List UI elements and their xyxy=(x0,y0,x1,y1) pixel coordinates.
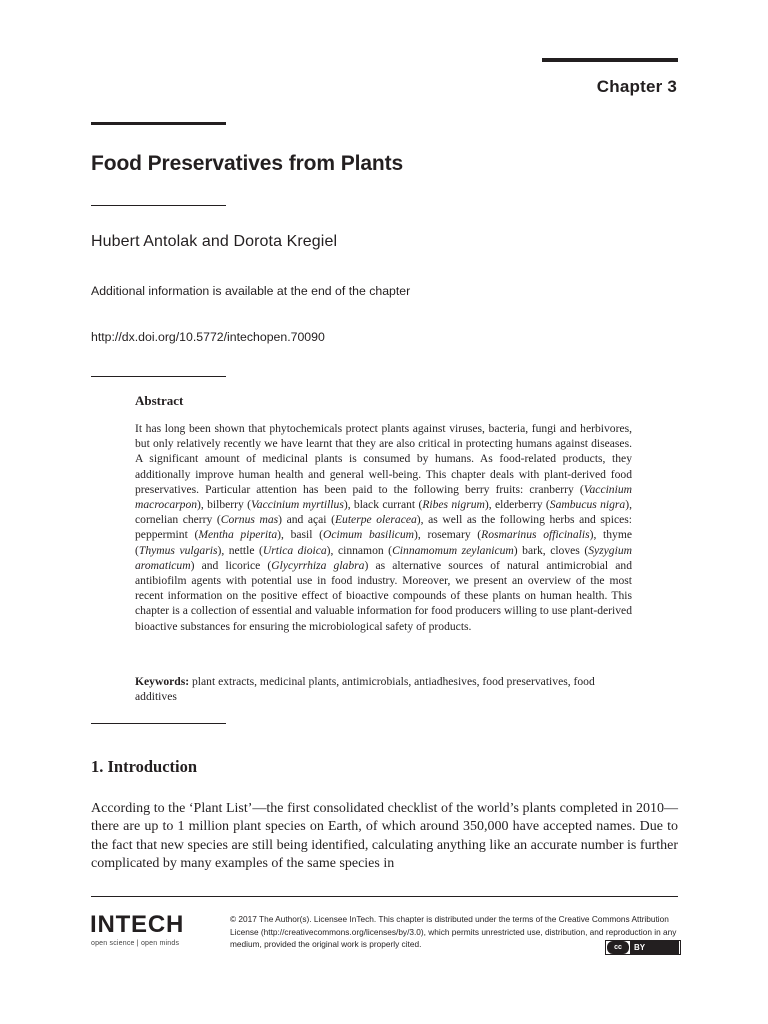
footer-rule xyxy=(91,896,678,897)
chapter-label: Chapter 3 xyxy=(596,77,677,96)
abstract-text: It has long been shown that phytochemicals protect plants against viruses, bacteria, fungi and herbivores, but only relatively recently we have learnt that they are also critical in protecting humans against diseases. A significant amount of medicinal plants is consumed by humans. As food-related products, they additionally improve human health and general well-being. This chapter deals with plant-derived food preservatives. Particular attention has been paid to the following berry fruits: cranberry ( xyxy=(135,422,632,496)
species-name: Ribes nigrum xyxy=(422,498,485,512)
additional-info-note: Additional information is available at the end of the chapter xyxy=(91,284,411,298)
cc-by-badge[interactable] xyxy=(605,940,681,955)
abstract-text: ) and açai ( xyxy=(278,513,335,527)
species-name: Ocimum basilicum xyxy=(323,528,415,542)
species-name: Rosmarinus officinalis xyxy=(481,528,590,542)
license-notice: © 2017 The Author(s). Licensee InTech. This chapter is distributed under the terms of the Creative Commons Attribution License (http://creativecommons.org/licenses/by/3.0), which permits unrestricted use, distribution, and reproduction in any medium, provided the original work is properly cited. xyxy=(230,914,677,950)
abstract-text: ), bilberry ( xyxy=(197,498,251,512)
abstract-text: ) bark, cloves ( xyxy=(513,543,589,557)
doi-link[interactable]: http://dx.doi.org/10.5772/intechopen.70090 xyxy=(91,330,325,344)
keywords xyxy=(135,675,632,704)
abstract-text: ) and licorice ( xyxy=(190,558,272,572)
page-title: Food Preservatives from Plants xyxy=(91,152,404,175)
species-name: Cornus mas xyxy=(220,513,279,527)
species-name: Sambucus nigra xyxy=(549,498,626,512)
species-name: Cinnamomum zeylanicum xyxy=(392,543,514,557)
species-name: Urtica dioica xyxy=(262,543,327,557)
species-name: Vaccinium myrtillus xyxy=(251,498,344,512)
keywords-list: plant extracts, medicinal plants, antimicrobials, antiadhesives, food preservatives, food additives xyxy=(135,675,595,703)
species-name: Thymus vulgaris xyxy=(138,543,218,557)
title-top-rule xyxy=(91,122,226,125)
abstract-text: ), rosemary ( xyxy=(414,528,482,542)
authors: Hubert Antolak and Dorota Kregiel xyxy=(91,233,338,250)
abstract-body xyxy=(135,421,632,634)
species-name: Syzygium aromaticum xyxy=(135,543,632,572)
species-name: Mentha piperita xyxy=(198,528,278,542)
abstract-text: ), thyme ( xyxy=(135,528,632,557)
section-heading-introduction: 1. Introduction xyxy=(91,757,198,776)
abstract-text: ), nettle ( xyxy=(217,543,263,557)
abstract-text: ), basil ( xyxy=(277,528,323,542)
keywords-label: Keywords: xyxy=(135,675,190,688)
introduction-paragraph: According to the ‘Plant List’—the first consolidated checklist of the world’s plants completed in 2010—there are up to 1 million plant species on Earth, of which around 350,000 have accepted names. Due to the fact that new species are still being identified, calculating anything like an accurate number is further complicated by many examples of the same species in xyxy=(91,801,678,871)
abstract-bottom-rule xyxy=(91,723,226,724)
abstract-text: ), cinnamon ( xyxy=(326,543,393,557)
creative-commons-icon: cc xyxy=(607,941,629,954)
title-bottom-rule xyxy=(91,205,226,206)
species-name: Euterpe oleracea xyxy=(334,513,417,527)
abstract-text: ), elderberry ( xyxy=(484,498,550,512)
species-name: Glycyrrhiza glabra xyxy=(271,558,365,572)
chapter-rule xyxy=(542,58,678,62)
abstract-heading: Abstract xyxy=(135,393,184,408)
abstract-text: ), cornelian cherry ( xyxy=(135,498,632,527)
abstract-top-rule xyxy=(91,376,226,377)
abstract-text: ), as well as the following herbs and spices: peppermint ( xyxy=(135,513,632,542)
logo-tagline: open science | open minds xyxy=(91,940,180,947)
intech-logo: INTECH xyxy=(90,911,185,938)
cc-by-label: BY xyxy=(630,941,679,954)
abstract-text: ), black currant ( xyxy=(343,498,423,512)
abstract-text: ) as alternative sources of natural antimicrobial and antibiofilm agents with potential use in food industry. Moreover, we present an overview of the most recent information on the positive effect of bioactive compounds of these plants on human health. This chapter is a collection of essential and valuable information for food producers willing to use plant-derived bioactive substances for ensuring the microbiological safety of products. xyxy=(135,558,632,633)
species-name: Vaccinium macrocarpon xyxy=(135,482,632,512)
